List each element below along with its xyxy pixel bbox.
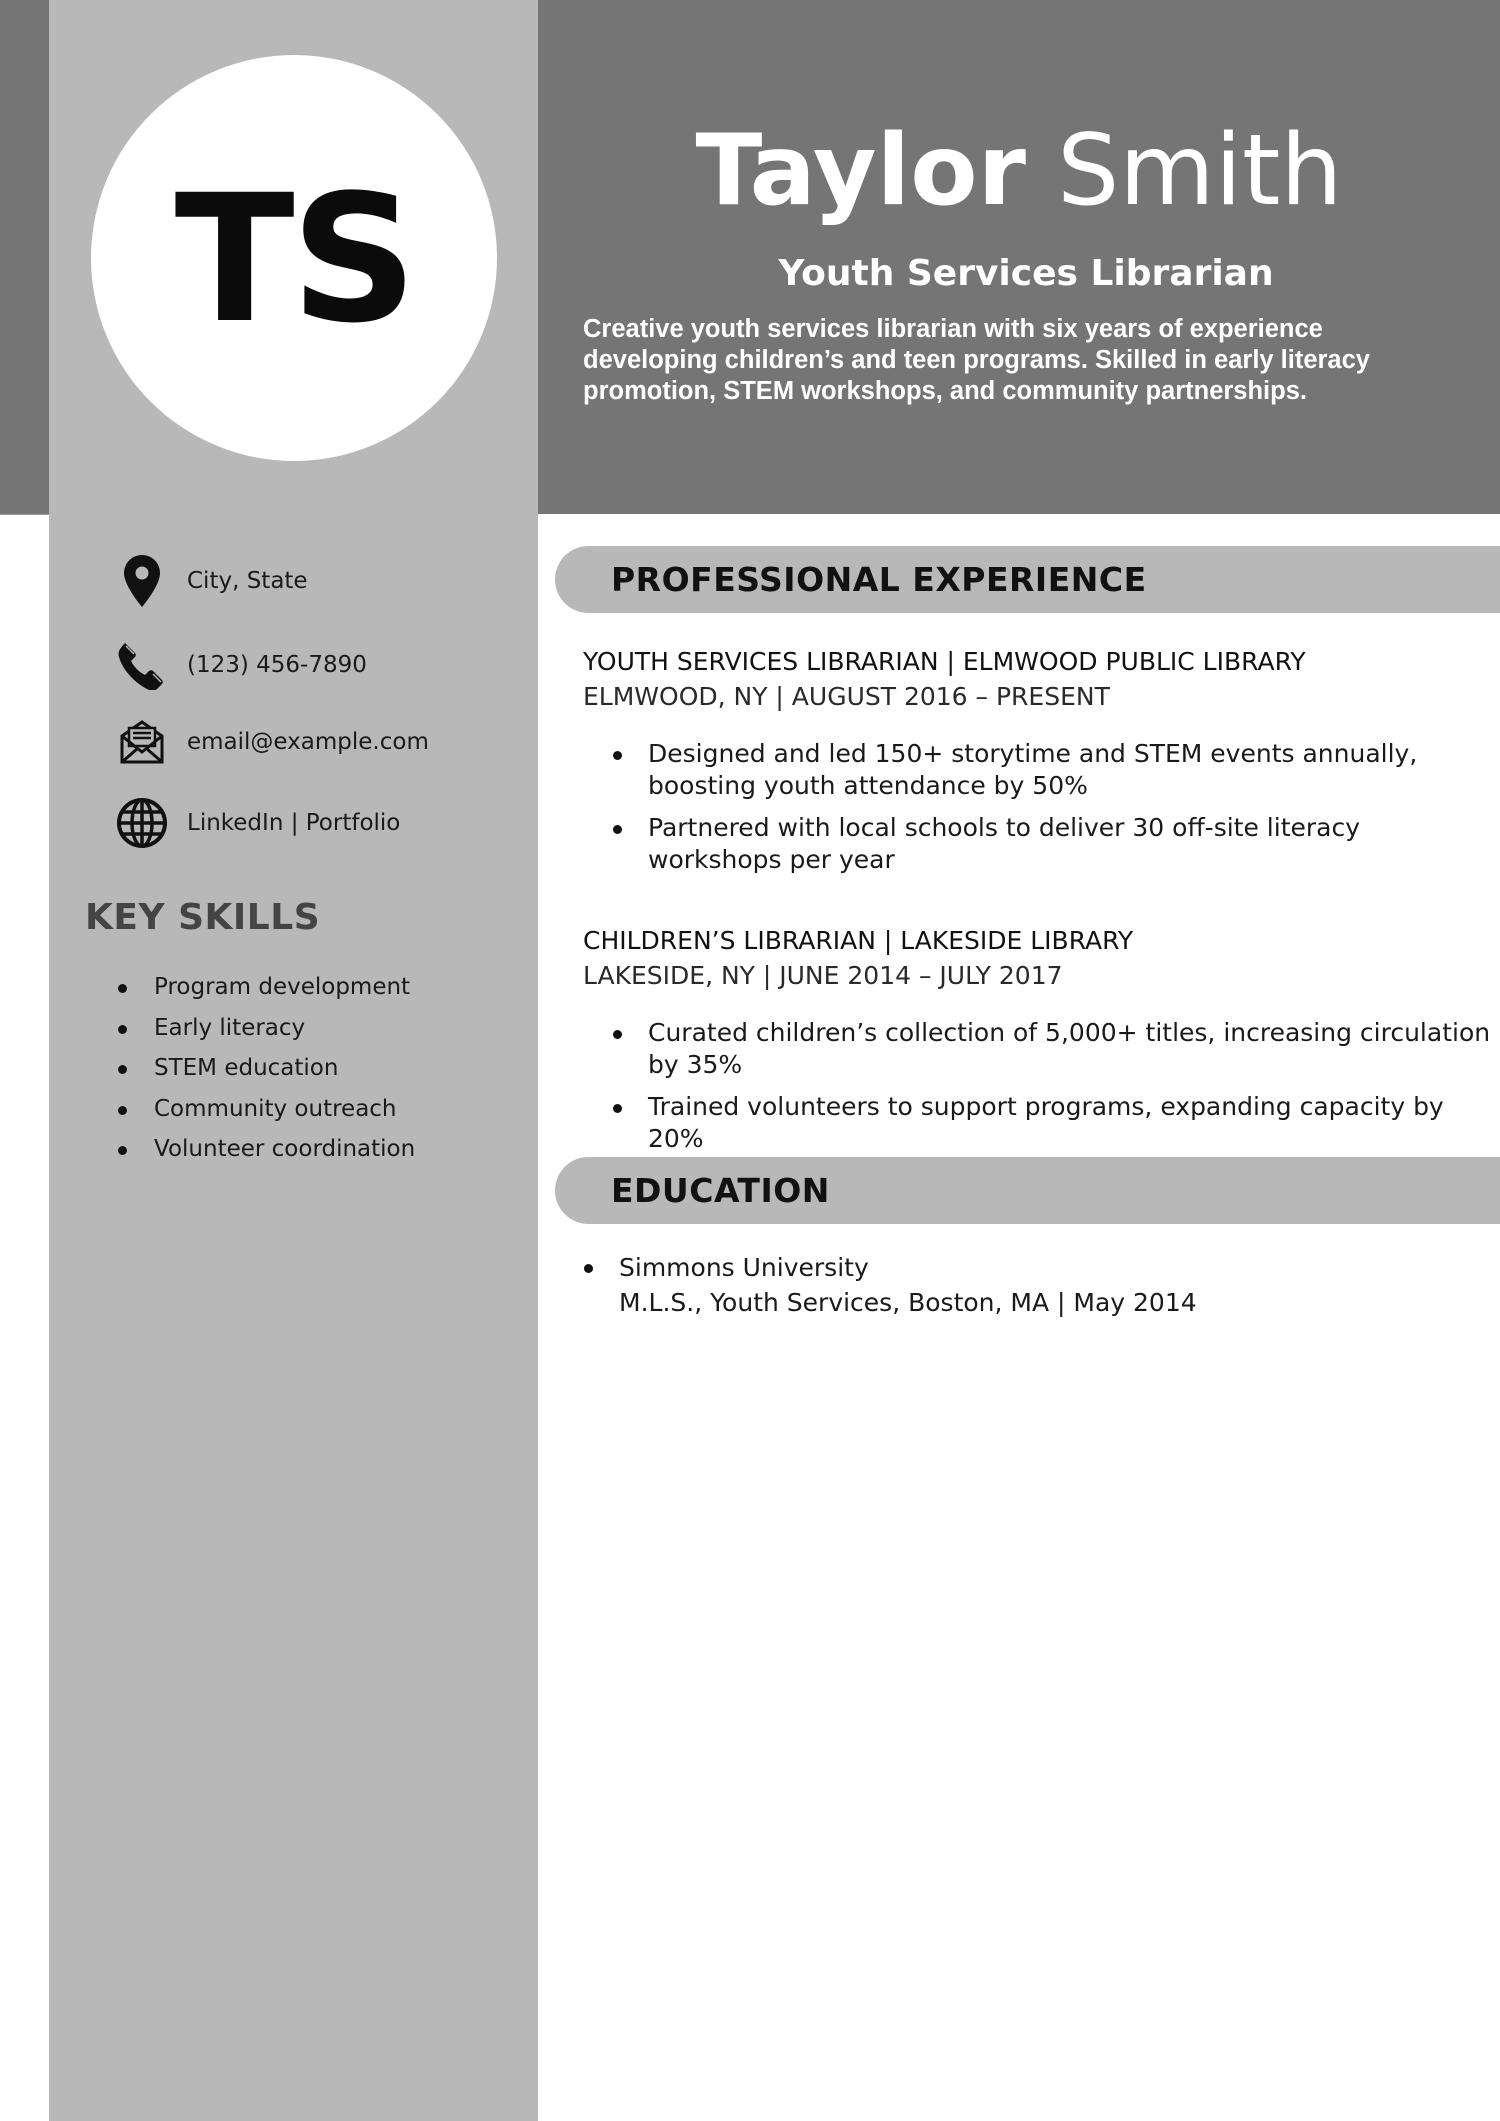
globe-icon [113, 795, 171, 851]
key-skills-list [113, 967, 415, 1170]
education-school: Simmons University [619, 1253, 869, 1282]
phone-text: (123) 456-7890 [187, 652, 367, 678]
last-name: Smith [1057, 114, 1343, 228]
monogram-initials: TS [174, 157, 414, 362]
contact-location [113, 553, 308, 609]
profile-summary: Creative youth services librarian with six years of experience developing children’s and teen programs. Skilled in early literacy promotion, STEM workshops, and community partnerships. [583, 315, 1370, 405]
education-heading: EDUCATION [611, 1171, 830, 1210]
job-bullet: Designed and led 150+ storytime and STEM events annually, boosting youth attendance by 50% [612, 738, 1492, 802]
monogram-avatar [91, 55, 497, 461]
skill-item: Volunteer coordination [113, 1129, 415, 1170]
experience-heading: PROFESSIONAL EXPERIENCE [611, 560, 1147, 599]
job-1-bullets [612, 738, 1492, 886]
skill-item: Early literacy [113, 1008, 415, 1049]
job-bullet: Partnered with local schools to deliver 30 off-site literacy workshops per year [612, 812, 1492, 876]
first-name: Taylor [695, 114, 1026, 228]
skill-item: Program development [113, 967, 415, 1008]
contact-web [113, 795, 401, 851]
job-1-header: YOUTH SERVICES LIBRARIAN | ELMWOOD PUBLIC LIBRARY [583, 647, 1306, 676]
contact-email [113, 714, 429, 770]
job-2-bullets [612, 1017, 1492, 1165]
education-item [583, 1250, 1463, 1320]
job-2-meta: LAKESIDE, NY | JUNE 2014 – JULY 2017 [583, 961, 1063, 990]
job-bullet: Trained volunteers to support programs, expanding capacity by 20% [612, 1091, 1492, 1155]
experience-section-bar [555, 546, 1500, 613]
job-title: Youth Services Librarian [778, 253, 1274, 294]
key-skills-heading: KEY SKILLS [85, 897, 321, 938]
candidate-name [538, 114, 1500, 228]
education-list [583, 1250, 1463, 1320]
envelope-icon [113, 714, 171, 770]
location-text: City, State [187, 568, 308, 594]
phone-icon [113, 637, 171, 693]
job-1-meta: ELMWOOD, NY | AUGUST 2016 – PRESENT [583, 682, 1110, 711]
education-section-bar [555, 1157, 1500, 1224]
job-2-header: CHILDREN’S LIBRARIAN | LAKESIDE LIBRARY [583, 926, 1134, 955]
location-pin-icon [113, 553, 171, 609]
education-details: M.L.S., Youth Services, Boston, MA | May 2014 [619, 1288, 1197, 1317]
contact-phone [113, 637, 367, 693]
job-bullet: Curated children’s collection of 5,000+ titles, increasing circulation by 35% [612, 1017, 1492, 1081]
web-text: LinkedIn | Portfolio [187, 810, 401, 836]
email-text: email@example.com [187, 729, 429, 755]
skill-item: STEM education [113, 1048, 415, 1089]
skill-item: Community outreach [113, 1089, 415, 1130]
